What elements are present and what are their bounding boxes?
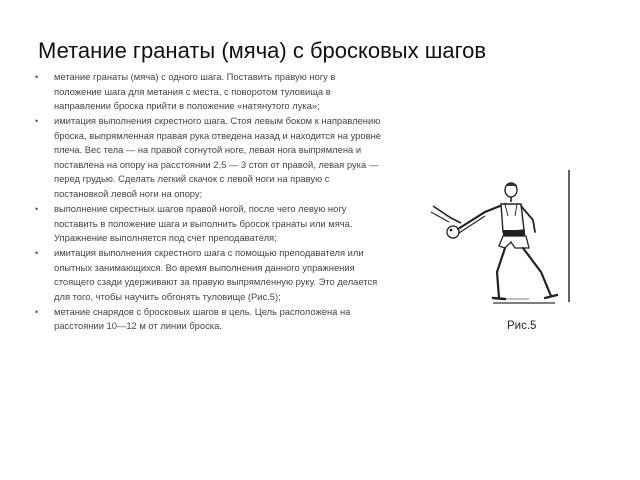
figure-caption: Рис.5: [507, 320, 537, 332]
bullet-icon: •: [35, 116, 39, 127]
bullet-icon: •: [35, 248, 39, 259]
list-item: [32, 70, 384, 114]
list-item: [32, 305, 384, 334]
thrower-figure-icon: [425, 168, 585, 313]
list-item: [32, 114, 384, 202]
bullet-text: имитация выполнения скрестного шага. Стоя левым боком к направлению броска, выпрямленная правая рука отведена назад и находится на уровне плеча. Вес тела — на правой согнутой ноге, левая нога выпрямлена и поставлена на опору на расстоянии 2,5 — 3 стоп от правой, левая рука — перед грудью. Сделать легкий скачок с левой ноги на правую с постановкой левой ноги на опору;: [54, 115, 381, 200]
list-item: [32, 246, 384, 304]
bullet-list: [32, 70, 384, 334]
figure-illustration: [425, 168, 585, 313]
page-title: Метание гранаты (мяча) с бросковых шагов: [38, 38, 487, 63]
list-item: [32, 202, 384, 246]
bullet-text: имитация выполнения скрестного шага с помощью преподавателя или опытных занимающихся. Во время выполнения данного упражнения стоящего сзади удерживают за правую выпрямленную руку. Это делается для того, чтобы научить обгонять туловище (Рис.5);: [54, 247, 378, 302]
bullet-icon: •: [35, 306, 39, 317]
bullet-text: метание снарядов с бросковых шагов в цель. Цель расположена на расстоянии 10—12 м от линии броска.: [54, 305, 351, 332]
bullet-icon: •: [35, 72, 39, 82]
bullet-text: метание гранаты (мяча) с одного шага. Поставить правую ногу в положение шага для метания с места, с поворотом туловища в направлении броска прийти в положение «натянутого лука»;: [54, 71, 336, 112]
bullet-text: выполнение скрестных шагов правой ногой, после чего левую ногу поставить в положение шага и выполнить бросок гранаты или мяча. Упражнение выполняется под счет преподавателя;: [54, 202, 353, 244]
bullet-icon: •: [35, 203, 39, 214]
